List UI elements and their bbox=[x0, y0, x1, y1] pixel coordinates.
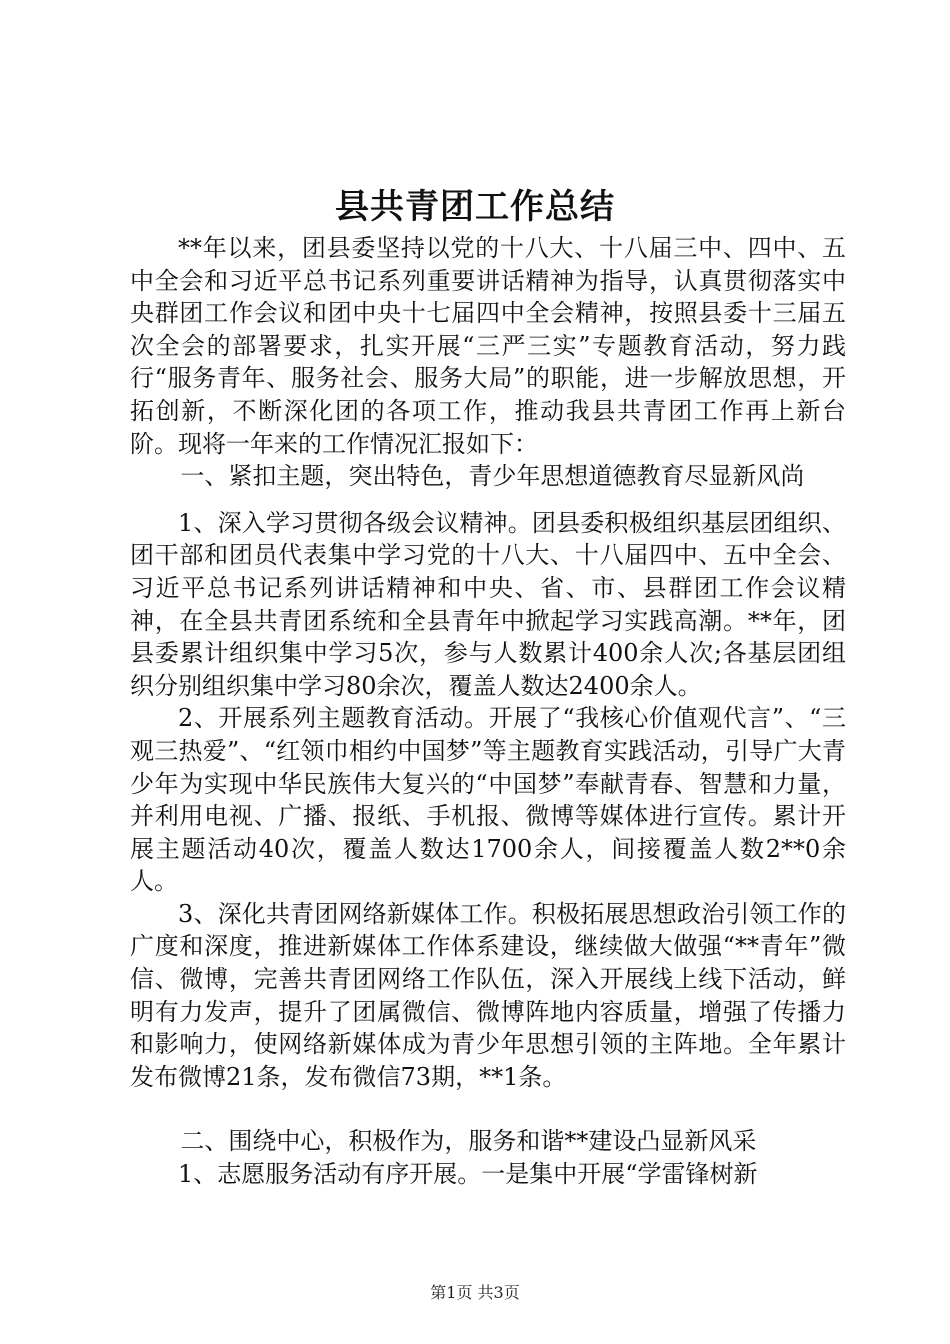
paragraph-2-1: 1、志愿服务活动有序开展。一是集中开展“学雷锋树新 bbox=[178, 1160, 758, 1189]
paragraph-1-2: 2、开展系列主题教育活动。开展了“我核心价值观代言”、“三观三热爱”、“红领巾相约中国梦”等主题教育实践活动，引导广大青少年为实现中华民族伟大复兴的“中国梦”奉献青春、智慧和力量，并利用电视、广播、报纸、手机报、微博等媒体进行宣传。累计开展主题活动40次，覆盖人数达1700余人，间接覆盖人数2**0余人。 bbox=[130, 704, 846, 896]
section-heading-1: 一、紧扣主题，突出特色，青少年思想道德教育尽显新风尚 bbox=[180, 462, 805, 491]
page-footer: 第1页 共3页 bbox=[430, 1283, 520, 1302]
intro-paragraph: **年以来，团县委坚持以党的十八大、十八届三中、四中、五中全会和习近平总书记系列重要讲话精神为指导，认真贯彻落实中央群团工作会议和团中央十七届四中全会精神，按照县委十三届五次全会的部署要求，扎实开展“三严三实”专题教育活动，努力践行“服务青年、服务社会、服务大局”的职能，进一步解放思想，开拓创新，不断深化团的各项工作，推动我县共青团工作再上新台阶。现将一年来的工作情况汇报如下： bbox=[130, 234, 846, 458]
document-body bbox=[130, 232, 846, 1191]
document-title: 县共青团工作总结 bbox=[335, 187, 615, 227]
paragraph-1-3: 3、深化共青团网络新媒体工作。积极拓展思想政治引领工作的广度和深度，推进新媒体工作体系建设，继续做大做强“**青年”微信、微博，完善共青团网络工作队伍，深入开展线上线下活动，鲜明有力发声，提升了团属微信、微博阵地内容质量，增强了传播力和影响力，使网络新媒体成为青少年思想引领的主阵地。全年累计发布微博21条，发布微信73期，**1条。 bbox=[130, 899, 846, 1091]
paragraph-1-1: 1、深入学习贯彻各级会议精神。团县委积极组织基层团组织、团干部和团员代表集中学习党的十八大、十八届四中、五中全会、习近平总书记系列讲话精神和中央、省、市、县群团工作会议精神，在全县共青团系统和全县青年中掀起学习实践高潮。**年，团县委累计组织集中学习5次，参与人数累计400余人次;各基层团组织分别组织集中学习80余次，覆盖人数达2400余人。 bbox=[130, 508, 846, 700]
section-heading-2: 二、围绕中心，积极作为，服务和谐**建设凸显新风采 bbox=[180, 1127, 757, 1156]
